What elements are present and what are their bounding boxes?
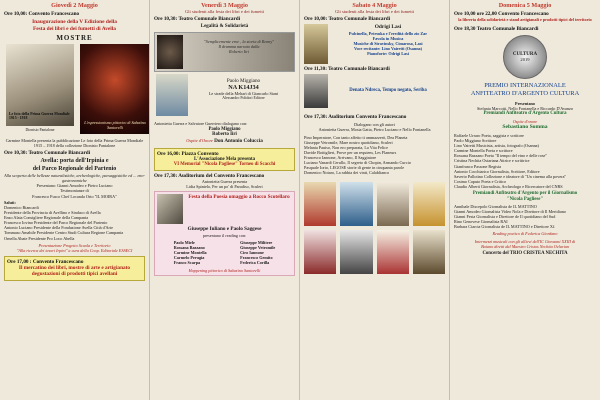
awardee-entry: Paolo Miggiano Scrittore: [454, 137, 497, 143]
time-slot: Ore 10,00: Teatro Comunale Biancardi: [304, 16, 391, 23]
book-covers-grid: [304, 182, 445, 274]
wwi-photo-book: [6, 44, 74, 126]
reading-text: Reading poetico di Federica Giordano: [492, 231, 558, 237]
legality-heading: Legalità & Solidarietà: [200, 24, 249, 30]
authors-list: [304, 135, 445, 176]
poet-name: Giuseppe Militere: [240, 239, 273, 245]
presenter-book: Lidia Spinielo, Per un po' di Paradiso, Sculeri: [186, 184, 263, 190]
guest-of-honour-label: Ospite d'Onore: [186, 138, 213, 144]
avella-title: Avella: porta dell'Irpinia e: [40, 158, 109, 165]
day-heading: Giovedì 2 Maggio: [51, 2, 98, 9]
journalist-entry: Annibale Discepolo Giornalista de IL MATTINO: [454, 203, 537, 209]
author-entry: Francesco Iannone, Arrivano, Il Saggiatore: [304, 155, 377, 161]
author-entry: Pasquale Iorio, LEGOSE storie di gente in cinquanta parole: [304, 165, 405, 171]
day-subtitle: Gli studenti alla festa dei libri e dei fumetti: [334, 9, 415, 14]
book-cover: [340, 230, 372, 274]
award-badge-wrap: [454, 35, 596, 79]
presenters: Presentano: Gianni Amodeo e Pietro Luciano: [36, 183, 113, 189]
banner-quote-3: Roberto Iiri: [229, 49, 249, 55]
presenters-label: Presentano: [515, 100, 535, 106]
guest-of-honour: Sebastiano Somma: [502, 123, 548, 130]
badge-label: CULTURA: [512, 52, 538, 58]
badge-year: 2019: [520, 57, 530, 63]
book-cover: [304, 74, 328, 108]
greetings-list: [4, 205, 145, 241]
music-credits: Musiche di Stravinsky, Cimarosa, Lasi: [353, 41, 423, 47]
denata-book: Denata Ndreca, Tempo negato, Seriba: [349, 88, 427, 94]
book-cover: [377, 230, 409, 274]
poetry-reading: presentano il reading con:: [202, 232, 247, 238]
journalist-entry: Rino Genovese Giornalista RAI: [454, 219, 508, 225]
author-entry: Luciano Vanardi Cerullo, Il segreto di Chopin, Armando Curcio: [304, 160, 411, 166]
poetry-box: [154, 191, 295, 275]
guest-name: Roberto Iiri: [212, 132, 237, 138]
presenter-line: Antonietta Guerra presenta: [201, 179, 248, 185]
guest-label: Ospite d'onore: [512, 118, 538, 124]
poets-list: [157, 240, 292, 266]
musician-name: Odrigi Lasi: [374, 24, 402, 31]
journalism-heading: Premiandi Anfiteatro d'Argento per il Giornalismo: [472, 191, 578, 197]
awardee-entry: Lino Vairetti Musicista, artista, fotografo (Osanna): [454, 143, 539, 149]
awardee-entry: Claudio Alberti Giornalista, Archeologo e Ricercatore del CNRS: [454, 184, 563, 190]
concert-text: Concerto del TRIO CRISTEA NECHITA: [482, 250, 568, 256]
show-title: Pulcinella, Petruska e l'eredità dello zio Zar: [348, 30, 428, 36]
santorelli-painting: [80, 44, 150, 134]
chess-tournament: VI Memorial "Nicola Pagliese" Torneo di Scacchi: [173, 162, 276, 168]
list-item: Ornella Abate Presidente Pro Loco Abella: [4, 235, 75, 241]
time-slot: Ore 16,00: Piazza Convento: [157, 150, 219, 157]
poet-name: Federica Corilla: [240, 260, 270, 266]
day-subtitle: Gli studenti alla festa dei libri e dei fumetti: [184, 9, 265, 14]
time-slot: Ore 17,30: Auditorium del Convento Francescano: [154, 173, 265, 180]
project-subtitle: "Alla ricerca dei tesori Irpini" a cura della Coop. Editoriale ESSECI: [16, 247, 133, 253]
column-saturday: [300, 0, 450, 400]
journalists-list: [454, 204, 596, 230]
awardees-list: [454, 133, 596, 189]
book-cover: [156, 74, 188, 116]
book-subtitle: Le strade della Meharì di Giancarlo Siani: [208, 91, 279, 97]
dialogue-title: Dialogano con gli autori: [354, 122, 395, 128]
project-title: Presentazione Progetto Scuola e Territorio: [38, 242, 111, 248]
market-box: [4, 256, 145, 281]
awardee-entry: Gianfranco Passone Regista: [454, 163, 501, 169]
poetry-title-wrap: [186, 194, 292, 224]
poet-name: Carmine Montella: [173, 250, 207, 256]
author-entry: Pino Imperatore, Con tanto affetto ti ammazzerò, Dea Planeta: [304, 134, 408, 140]
poet-name: Giuseppe Vetromile: [240, 245, 276, 251]
time-slot: Ore 17,00 : Convento Francescano: [7, 258, 84, 265]
list-item: Antonio Luciano Presidente della Fondazione Avella Città d'Arte: [4, 225, 113, 231]
music-poster: [304, 24, 328, 64]
avella-title-2: del Parco Regionale del Partenio: [32, 165, 117, 172]
awardee-entry: Saverio Pallotino Collezione e ideatore di "Un cinema alla povera": [454, 173, 567, 179]
time-slot: Ore 10,00 ore 22,00 Convento Francescano: [454, 11, 549, 17]
poets-right: [240, 240, 275, 266]
avella-desc: Alla scoperta delle bellezze naturalistiche, archeologiche, paesaggistiche ed ... eno-gastronomiche: [4, 173, 145, 184]
author-entry: Giuseppe Vetromile, Mare nostro quotidiano, Sculeri: [304, 139, 393, 145]
miggiano-book: [154, 74, 295, 118]
scotellaro-photo: [157, 194, 183, 224]
poetry-header: [157, 194, 292, 224]
testimonials: Testimonianze di: [60, 188, 89, 194]
book-cover: [413, 182, 445, 226]
journalism-heading-2: "Nicola Pagliese": [506, 197, 544, 202]
journalist-entry: Gianni Amodeo Giornalista Video Nola e Direttore di Il Meridiano: [454, 208, 566, 214]
lasi-info: [331, 24, 445, 64]
interlude-text-2: Baiano diretti dal Maestro Cristos Nechita Oelarian: [481, 243, 569, 249]
banner-quote: "Semplicemente eroe , la storia di Renny": [204, 39, 274, 45]
piano-credit: Pianoforte: Odrigi Lasi: [367, 51, 409, 57]
journalist-entry: Gianni Festa Giornalista e Direttore de Il quotidiano del Sud: [454, 214, 556, 220]
banner-quote-2: Il dramma narrato dalla: [218, 44, 260, 50]
book-cover: [413, 230, 445, 274]
happening-text: Happening pittorico di Sabatino Santorelli: [188, 267, 261, 273]
awardee-entry: Raffaele Urraro Poeta, saggista e scrittore: [454, 132, 524, 138]
awardee-entry: Carmine Montella Poeta e scrittore: [454, 148, 513, 154]
poetry-presenters: Giuseppe Iuliano e Paolo Saggese: [187, 226, 262, 233]
time-slot: Ore 10,00: Convento Francescano: [4, 11, 80, 17]
testimonials-2: Francesco Fusco Chef Locanda Orto "IL MOIRA": [32, 193, 117, 199]
author-entry: Davide Bottiglieri, Prove per un requiem, Les Flaneurs: [304, 149, 397, 155]
inauguration-title-2: Festa dei libri e dei fumetti di Avella: [33, 25, 116, 32]
chess-org: L'Associazione Mela presenta: [194, 156, 255, 162]
inauguration-title: Inaugurazione della V Edizione della: [32, 19, 117, 25]
list-item: Tommaso Amabile Presidente Centro Studi Cultura Regione Campania: [4, 230, 124, 236]
book-caption: Le foto della Prima Guerra Mondiale 1915 - 1918: [9, 112, 70, 121]
denata-block: [304, 74, 445, 108]
column-friday: [150, 0, 300, 400]
book-cover: [340, 182, 372, 226]
awardee-entry: Cristina Nechita Ostariana Attrice e scrittrice: [454, 158, 530, 164]
interlude-text: Intermezzi musicali con gli allievi dell'IC Giovanni XXIII di: [474, 238, 576, 244]
poet-name: Paolo Miele: [173, 239, 195, 245]
day-heading: Venerdì 3 Maggio: [201, 2, 248, 9]
column-thursday: [0, 0, 150, 400]
time-slot: Ore 11,30: Teatro Comunale Biancardi: [304, 66, 390, 73]
banner-text: [187, 39, 291, 54]
market-text: Il mercatino dei libri, mostre di arte e artigianato degustazioni di prodotti tipici avellani: [18, 264, 131, 278]
column-sunday: [450, 0, 600, 400]
awardee-entry: Rossana Bazzano Poeta "Il tempo del vino e delle rose": [454, 153, 548, 159]
chess-box: [154, 148, 295, 172]
poets-left: [174, 240, 207, 266]
show-subtitle: Favola in Musica: [372, 36, 404, 41]
voice-credit: Voce recitante: Lino Vairetti (Osanna): [353, 46, 423, 52]
poet-name: Ciro Iannone: [240, 250, 264, 256]
stands-text: la libreria della solidarietà e stand artigianali e prodotti tipici del territorio: [458, 17, 592, 22]
poet-name: Carmelo Perugia: [173, 255, 205, 261]
book-cover: [377, 182, 409, 226]
time-slot: Ore 18,30 Teatro Comunale Biancardi: [454, 26, 539, 33]
award-title: PREMIO INTERNAZIONALE: [484, 82, 566, 90]
day-heading: Domenica 5 Maggio: [498, 2, 552, 9]
lasi-block: [304, 24, 445, 64]
author-entry: Melania Pauiso, Non ero preparata, La Vita Felice: [304, 144, 388, 150]
day-heading: Sabato 4 Maggio: [352, 2, 397, 9]
painting-caption: L'espressionismo pittorico di Sabatino Santorelli: [84, 120, 146, 131]
awardee-entry: Antonio Cocchiarico Giornalista, Scrittore, Editore: [454, 168, 540, 174]
mostre-heading: MOSTRE: [56, 34, 93, 43]
book-info: [194, 78, 293, 100]
presenters-names: Stefania Marcotti, Nello Fontanella e Riccardo D'Avanzo: [477, 105, 573, 111]
poet-name: Franco Scarpa: [173, 260, 201, 266]
book-cover: [304, 182, 336, 226]
book-publisher: Alessandro Polidori Editore: [222, 96, 265, 101]
journalist-entry: Barbara Ciarcia Giornalista de IL MATTINO e Direttore Xf.: [454, 224, 556, 230]
book-subtitle: Dionisio Pantalone: [25, 128, 55, 133]
poet-name: Francesco Gemito: [240, 255, 273, 261]
guest-name: Paolo Miggiano: [208, 126, 241, 132]
guest-of-honour: Don Antonio Coluccia: [214, 138, 263, 145]
awardees-heading: Premiandi Anfiteatro d'Argento Cultura: [483, 111, 567, 116]
time-slot: Ore 17,30: Auditorium Convento Francescano: [304, 114, 407, 121]
time-slot: Ore 10,30: Teatro Comunale Biancardi: [4, 150, 91, 157]
greetings-label: Saluti:: [4, 199, 16, 205]
dialogue-hosts: Antonietta Guerra, Mosia Gatta, Pietro Luciano e Nello Fontanella: [318, 127, 431, 133]
exhibitions-images: [4, 44, 145, 136]
book-description: Carmine Montella presenta la pubblicazione Le foto della Prima Guerra Mondiale 1915 – 1918 della collezione Dionisio Pantalone: [5, 138, 144, 149]
poetry-title: Festa della Poesia omaggio a Rocco Scotellaro: [188, 194, 290, 201]
list-item: Francesco Iovino Presidente del Parco Regionale del Partenio: [4, 220, 108, 226]
list-item: Presidente della Provincia di Avellino e Sindaco di Avella: [4, 209, 101, 215]
time-slot: Ore 10,30: Teatro Comunale Biancardi: [154, 16, 241, 23]
renny-banner: [154, 32, 295, 72]
poet-name: Rossana Bazzano: [173, 245, 205, 251]
book-cover: [304, 230, 336, 274]
dialogue-line: Antonietta Guerra e Salvatore Guerriero dialogano con:: [154, 121, 248, 127]
list-item: Enzo Alaia Consigliere Regionale della Campania: [4, 215, 89, 221]
awardee-entry: Cosimo Caputo Poeta e Critico: [454, 178, 507, 184]
book-plate: NA K14J34: [228, 84, 259, 92]
portrait-photo: [157, 35, 183, 69]
book-author: Paolo Miggiano: [226, 78, 261, 85]
author-entry: Domenico Notaro, La rabbia dei vinti, Calablianco: [304, 170, 390, 176]
award-title-2: ANFITEATRO D'ARGENTO CULTURA: [470, 89, 580, 97]
list-item: Domenico Biancardi: [4, 204, 39, 210]
award-badge: [503, 35, 547, 79]
